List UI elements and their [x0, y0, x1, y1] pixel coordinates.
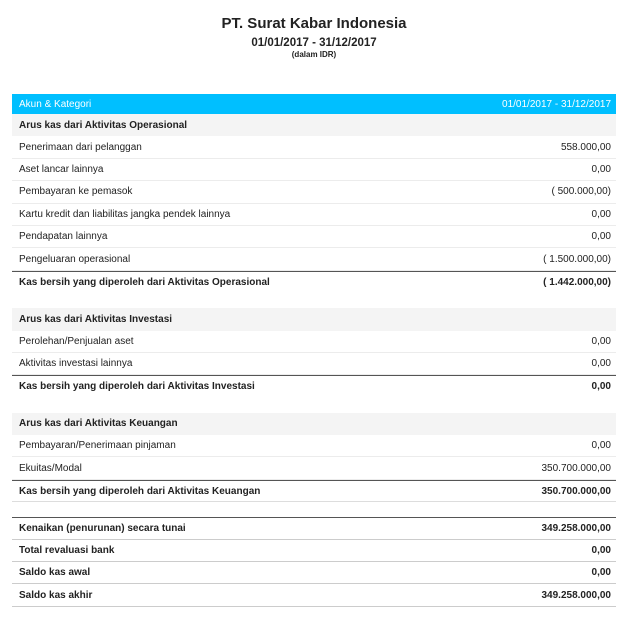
row-value: 0,00 [591, 231, 611, 243]
section-spacer [12, 398, 616, 413]
total-row-operasional [12, 271, 616, 293]
row-label: Pembayaran ke pemasok [19, 186, 133, 198]
table-row [12, 159, 616, 181]
row-value: ( 1.500.000,00) [543, 253, 611, 265]
row-label: Pendapatan lainnya [19, 231, 108, 243]
report-period: 01/01/2017 - 31/12/2017 [251, 37, 377, 49]
total-row-investasi [12, 375, 616, 397]
row-value: 0,00 [591, 163, 611, 175]
row-value: 350.700.000,00 [541, 462, 611, 474]
summary-row-opening-balance [12, 562, 616, 584]
total-label: Kas bersih yang diperoleh dari Aktivitas Keuangan [19, 485, 261, 497]
total-row-keuangan [12, 480, 616, 502]
cash-flow-table [12, 94, 616, 607]
summary-value: 349.258.000,00 [541, 522, 611, 534]
total-label: Kas bersih yang diperoleh dari Aktivitas Investasi [19, 381, 255, 393]
summary-value: 0,00 [591, 567, 611, 579]
row-value: ( 500.000,00) [551, 186, 611, 198]
summary-row-revaluation [12, 540, 616, 562]
section-operasional [12, 114, 616, 136]
currency-note: (dalam IDR) [291, 50, 337, 59]
summary-value: 349.258.000,00 [541, 589, 611, 601]
total-value: 0,00 [591, 381, 611, 393]
header-account-label: Akun & Kategori [19, 98, 92, 110]
table-row [12, 248, 616, 270]
summary-label: Kenaikan (penurunan) secara tunai [19, 522, 186, 534]
table-header-row [12, 94, 616, 114]
summary-label: Saldo kas akhir [19, 589, 93, 601]
summary-label: Saldo kas awal [19, 567, 91, 579]
row-value: 0,00 [591, 208, 611, 220]
section-spacer [12, 293, 616, 308]
row-value: 0,00 [591, 358, 611, 370]
summary-label: Total revaluasi bank [19, 544, 115, 556]
company-name: PT. Surat Kabar Indonesia [221, 15, 407, 32]
section-spacer [12, 502, 616, 517]
row-value: 0,00 [591, 440, 611, 452]
row-label: Kartu kredit dan liabilitas jangka pendek lainnya [19, 208, 231, 220]
table-row [12, 136, 616, 158]
row-label: Aset lancar lainnya [19, 163, 104, 175]
row-label: Penerimaan dari pelanggan [19, 141, 142, 153]
table-row [12, 457, 616, 479]
table-row [12, 204, 616, 226]
row-label: Perolehan/Penjualan aset [19, 335, 134, 347]
report-header [0, 0, 628, 60]
row-label: Pengeluaran operasional [19, 253, 131, 265]
section-title: Arus kas dari Aktivitas Operasional [19, 119, 188, 131]
section-title: Arus kas dari Aktivitas Investasi [19, 313, 173, 325]
summary-row-closing-balance [12, 584, 616, 606]
row-value: 0,00 [591, 335, 611, 347]
row-label: Aktivitas investasi lainnya [19, 358, 133, 370]
table-row [12, 181, 616, 203]
summary-value: 0,00 [591, 544, 611, 556]
summary-row-net-change [12, 517, 616, 539]
row-label: Pembayaran/Penerimaan pinjaman [19, 440, 176, 452]
table-row [12, 435, 616, 457]
table-row [12, 353, 616, 375]
total-value: ( 1.442.000,00) [543, 276, 611, 288]
section-title: Arus kas dari Aktivitas Keuangan [19, 418, 178, 430]
total-value: 350.700.000,00 [541, 485, 611, 497]
row-value: 558.000,00 [560, 141, 611, 153]
table-row [12, 331, 616, 353]
row-label: Ekuitas/Modal [19, 462, 82, 474]
section-keuangan [12, 413, 616, 435]
header-period-label: 01/01/2017 - 31/12/2017 [502, 98, 611, 110]
table-row [12, 226, 616, 248]
section-investasi [12, 308, 616, 330]
total-label: Kas bersih yang diperoleh dari Aktivitas Operasional [19, 276, 270, 288]
